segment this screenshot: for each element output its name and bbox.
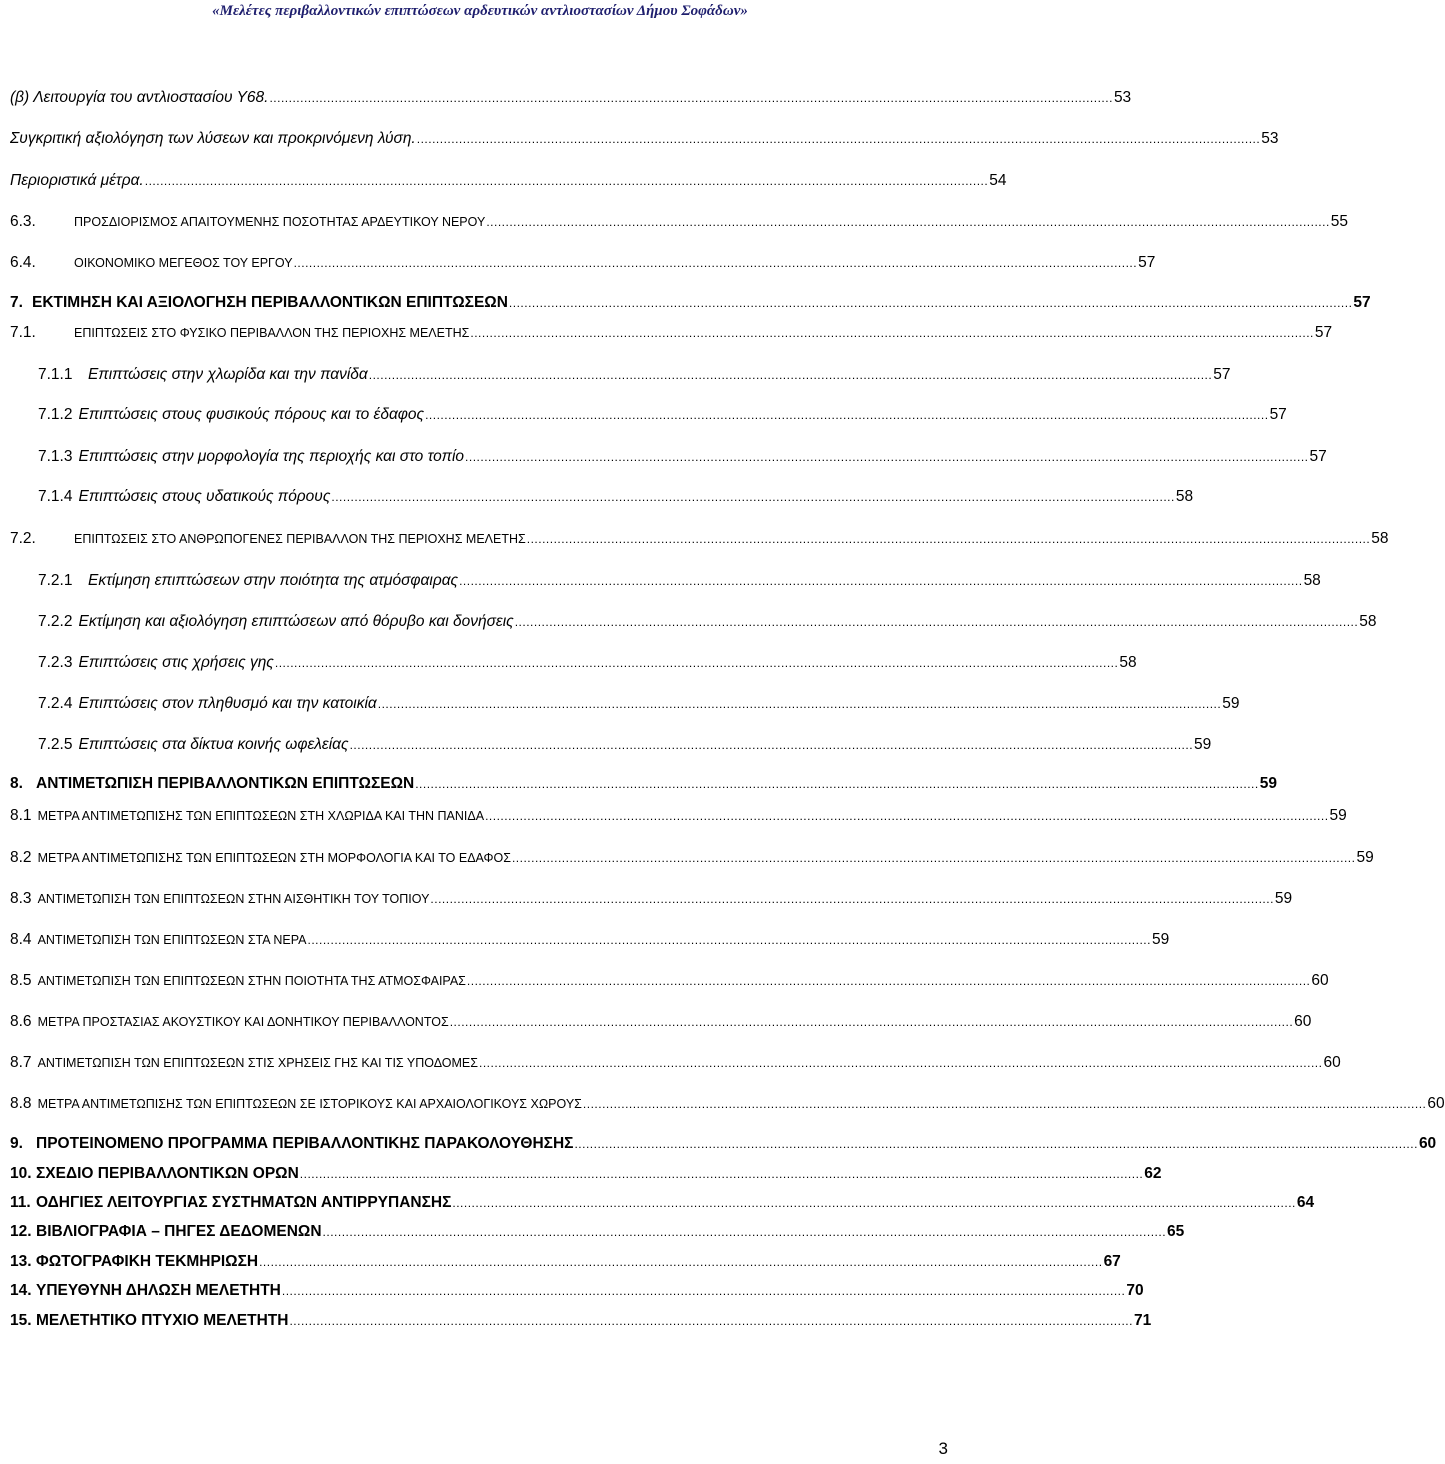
toc-entry-page: 57 [1138,254,1156,271]
toc-leader-dots: ............................................................................................................................................................................................................................ [511,851,1356,865]
toc-entry-number: 13. [10,1253,32,1270]
toc-entry-title: Επιπτώσεις στους υδατικούς πόρους [78,488,331,505]
toc-entry-number: 8.2 [10,849,32,866]
toc-entry-page: 60 [1294,1013,1312,1030]
toc-entry[interactable] [10,1192,1315,1214]
toc-entry-number: 7.1.4 [38,488,73,505]
toc-entry-number: 7.1.3 [38,448,73,465]
toc-entry-title: ΣΧΕΔΙΟ ΠΕΡΙΒΑΛΛΟΝΤΙΚΩΝ ΟΡΩΝ [36,1165,299,1182]
toc-entry-title: Επιπτώσεις στα δίκτυα κοινής ωφελείας [78,736,349,753]
toc-entry-title: ΒΙΒΛΙΟΓΡΑΦΙΑ – ΠΗΓΕΣ ΔΕΔΟΜΕΝΩΝ [36,1223,322,1240]
toc-entry-title: ΑΝΤΙΜΕΤΩΠΙΣΗ ΠΕΡΙΒΑΛΛΟΝΤΙΚΩΝ ΕΠΙΠΤΩΣΕΩΝ [36,775,415,792]
toc-entry-title: ΕΠΙΠΤΩΣΕΙΣ ΣΤΟ ΦΥΣΙΚΟ ΠΕΡΙΒΑΛΛΟΝ ΤΗΣ ΠΕΡΙΟΧΗΣ ΜΕΛΕΤΗΣ [74,326,470,340]
toc-entry-title: Εκτίμηση επιπτώσεων στην ποιότητα της ατμόσφαιρας [88,572,459,589]
toc-leader-dots: ............................................................................................................................................................................................................................ [415,777,1259,791]
toc-leader-dots: ............................................................................................................................................................................................................................ [466,974,1311,988]
toc-entry-number: 8.7 [10,1054,32,1071]
toc-entry[interactable] [38,734,1212,756]
toc-leader-dots: ............................................................................................................................................................................................................................ [514,615,1359,629]
toc-leader-dots: ............................................................................................................................................................................................................................ [416,132,1261,146]
toc-entry-number: 6.4. [10,254,36,271]
toc-entry[interactable] [10,1093,1445,1115]
toc-entry-page: 58 [1119,654,1137,671]
toc-entry[interactable] [10,128,1279,150]
toc-entry-page: 60 [1311,972,1329,989]
toc-entry-title: Επιπτώσεις στον πληθυσμό και την κατοικία [78,695,377,712]
toc-entry-page: 57 [1309,448,1327,465]
toc-entry-title: ΕΚΤΙΜΗΣΗ ΚΑΙ ΑΞΙΟΛΟΓΗΣΗ ΠΕΡΙΒΑΛΛΟΝΤΙΚΩΝ ΕΠΙΠΤΩΣΕΩΝ [32,294,508,311]
toc-entry[interactable] [10,970,1329,992]
toc-entry-number: 7.1.2 [38,406,73,423]
toc-entry-title: Εκτίμηση και αξιολόγηση επιπτώσεων από θόρυβο και δονήσεις [78,613,514,630]
toc-entry-page: 67 [1103,1253,1121,1270]
toc-entry[interactable] [38,364,1231,386]
toc-entry-page: 54 [989,172,1007,189]
toc-entry-title: Συγκριτική αξιολόγηση των λύσεων και προκρινόμενη λύση. [10,130,416,147]
toc-leader-dots: ............................................................................................................................................................................................................................ [299,1167,1144,1181]
toc-entry-title: ΜΕΤΡΑ ΑΝΤΙΜΕΤΩΠΙΣΗΣ ΤΩΝ ΕΠΙΠΤΩΣΕΩΝ ΣΕ ΙΣΤΟΡΙΚΟΥΣ ΚΑΙ ΑΡΧΑΙΟΛΟΓΙΚΟΥΣ ΧΩΡΟΥΣ [37,1097,582,1111]
toc-entry-page: 60 [1323,1054,1341,1071]
toc-leader-dots: ............................................................................................................................................................................................................................ [289,1314,1133,1328]
toc-entry[interactable] [38,486,1194,508]
toc-entry-number: 7.2.3 [38,654,73,671]
toc-entry-title: ΜΕΤΡΑ ΑΝΤΙΜΕΤΩΠΙΣΗΣ ΤΩΝ ΕΠΙΠΤΩΣΕΩΝ ΣΤΗ ΧΛΩΡΙΔΑ ΚΑΙ ΤΗΝ ΠΑΝΙΔΑ [37,809,485,823]
toc-leader-dots: ............................................................................................................................................................................................................................ [449,1015,1294,1029]
toc-leader-dots: ............................................................................................................................................................................................................................ [430,892,1274,906]
toc-leader-dots: ............................................................................................................................................................................................................................ [259,1255,1103,1269]
toc-entry[interactable] [10,1310,1152,1332]
toc-entry[interactable] [10,528,1389,550]
toc-entry-page: 57 [1353,294,1371,311]
toc-leader-dots: ............................................................................................................................................................................................................................ [269,91,1113,105]
toc-entry-title: ΜΕΤΡΑ ΑΝΤΙΜΕΤΩΠΙΣΗΣ ΤΩΝ ΕΠΙΠΤΩΣΕΩΝ ΣΤΗ ΜΟΡΦΟΛΟΓΙΑ ΚΑΙ ΤΟ ΕΔΑΦΟΣ [37,851,511,865]
toc-leader-dots: ............................................................................................................................................................................................................................ [293,256,1138,270]
toc-leader-dots: ............................................................................................................................................................................................................................ [582,1097,1427,1111]
toc-leader-dots: ............................................................................................................................................................................................................................ [452,1196,1296,1210]
toc-entry-title: Επιπτώσεις στους φυσικούς πόρους και το έδαφος [78,406,425,423]
toc-entry-title: Επιπτώσεις στις χρήσεις γης [78,654,274,671]
toc-entry-number: 7.2.2 [38,613,73,630]
toc-leader-dots: ............................................................................................................................................................................................................................ [508,296,1353,310]
toc-entry-title: ΥΠΕΥΘΥΝΗ ΔΗΛΩΣΗ ΜΕΛΕΤΗΤΗ [36,1282,281,1299]
toc-entry-number: 8.4 [10,931,32,948]
toc-entry-page: 57 [1213,366,1231,383]
toc-entry-number: 8.3 [10,890,32,907]
toc-entry-title: ΠΡΟΣΔΙΟΡΙΣΜΟΣ ΑΠΑΙΤΟΥΜΕΝΗΣ ΠΟΣΟΤΗΤΑΣ ΑΡΔΕΥΤΙΚΟΥ ΝΕΡΟΥ [74,215,486,229]
running-header: «Μελέτες περιβαλλοντικών επιπτώσεων αρδευτικών αντλιοστασίων Δήμου Σοφάδων» [212,3,748,19]
toc-entry-page: 59 [1194,736,1212,753]
toc-entry-number: 8.8 [10,1095,32,1112]
toc-entry[interactable] [38,611,1377,633]
toc-entry[interactable] [10,1133,1437,1155]
toc-entry-title: ΕΠΙΠΤΩΣΕΙΣ ΣΤΟ ΑΝΘΡΩΠΟΓΕΝΕΣ ΠΕΡΙΒΑΛΛΟΝ ΤΗΣ ΠΕΡΙΟΧΗΣ ΜΕΛΕΤΗΣ [74,532,526,546]
toc-entry[interactable] [10,1221,1185,1243]
toc-entry-number: 7. [10,294,23,311]
toc-leader-dots: ............................................................................................................................................................................................................................ [144,174,989,188]
toc-entry-number: 9. [10,1135,23,1152]
toc-entry[interactable] [38,693,1240,715]
toc-leader-dots: ............................................................................................................................................................................................................................ [485,809,1329,823]
toc-leader-dots: ............................................................................................................................................................................................................................ [281,1284,1126,1298]
toc-entry-number: 8.5 [10,972,32,989]
toc-leader-dots: ............................................................................................................................................................................................................................ [486,215,1330,229]
toc-entry-number: 7.1.1 [38,366,73,383]
toc-entry-number: 8. [10,775,23,792]
toc-leader-dots: ............................................................................................................................................................................................................................ [470,326,1314,340]
page-number: 3 [938,1439,948,1458]
toc-entry-title: ΑΝΤΙΜΕΤΩΠΙΣΗ ΤΩΝ ΕΠΙΠΤΩΣΕΩΝ ΣΤΑ ΝΕΡΑ [37,933,307,947]
toc-entry-page: 59 [1151,931,1170,948]
toc-entry-title: ΑΝΤΙΜΕΤΩΠΙΣΗ ΤΩΝ ΕΠΙΠΤΩΣΕΩΝ ΣΤΙΣ ΧΡΗΣΕΙΣ ΓΗΣ ΚΑΙ ΤΙΣ ΥΠΟΔΟΜΕΣ [37,1056,478,1070]
toc-entry[interactable] [10,211,1349,233]
toc-leader-dots: ............................................................................................................................................................................................................................ [425,408,1269,422]
toc-leader-dots: ............................................................................................................................................................................................................................ [459,574,1303,588]
toc-entry-title: ΟΔΗΓΙΕΣ ΛΕΙΤΟΥΡΓΙΑΣ ΣΥΣΤΗΜΑΤΩΝ ΑΝΤΙΡΡΥΠΑΝΣΗΣ [36,1194,452,1211]
toc-entry-number: 8.6 [10,1013,32,1030]
toc-entry-page: 58 [1303,572,1321,589]
toc-leader-dots: ............................................................................................................................................................................................................................ [574,1137,1418,1151]
toc-entry-title: ΜΕΤΡΑ ΠΡΟΣΤΑΣΙΑΣ ΑΚΟΥΣΤΙΚΟΥ ΚΑΙ ΔΟΝΗΤΙΚΟΥ ΠΕΡΙΒΑΛΛΟΝΤΟΣ [37,1015,449,1029]
toc-entry[interactable] [38,570,1321,592]
toc-entry-page: 65 [1167,1223,1185,1240]
toc-entry-page: 53 [1261,130,1279,147]
toc-leader-dots: ............................................................................................................................................................................................................................ [368,368,1213,382]
toc-entry-number: 10. [10,1165,32,1182]
toc-entry[interactable] [10,888,1293,910]
toc-entry-title: ΟΙΚΟΝΟΜΙΚΟ ΜΕΓΕΘΟΣ ΤΟΥ ΕΡΓΟΥ [74,256,293,270]
toc-entry[interactable] [10,805,1347,827]
toc-entry-page: 53 [1113,89,1132,106]
toc-leader-dots: ............................................................................................................................................................................................................................ [526,532,1371,546]
toc-entry[interactable] [10,292,1371,314]
toc-entry-page: 58 [1359,613,1377,630]
toc-leader-dots: ............................................................................................................................................................................................................................ [322,1225,1167,1239]
toc-entry-page: 59 [1222,695,1240,712]
toc-entry-page: 60 [1418,1135,1437,1152]
toc-entry-number: 6.3. [10,213,36,230]
toc-entry-number: 7.2.1 [38,572,73,589]
toc-entry[interactable] [10,1280,1144,1302]
toc-entry-title: Περιοριστικά μέτρα. [10,172,144,189]
toc-leader-dots: ............................................................................................................................................................................................................................ [349,738,1194,752]
toc-entry-page: 55 [1330,213,1349,230]
toc-leader-dots: ............................................................................................................................................................................................................................ [307,933,1151,947]
toc-entry[interactable] [10,929,1170,951]
toc-entry-page: 59 [1329,807,1347,824]
toc-entry-number: 7.2.5 [38,736,73,753]
toc-entry-number: 15. [10,1312,32,1329]
toc-entry[interactable] [10,170,1007,192]
toc-entry[interactable] [10,87,1132,109]
toc-entry-page: 71 [1133,1312,1152,1329]
toc-leader-dots: ............................................................................................................................................................................................................................ [465,450,1309,464]
toc-entry-page: 60 [1427,1095,1445,1112]
toc-entry-number: 12. [10,1223,32,1240]
toc-entry-page: 59 [1274,890,1293,907]
toc-entry[interactable] [10,252,1156,274]
toc-entry-title: Επιπτώσεις στην μορφολογία της περιοχής και στο τοπίο [78,448,465,465]
toc-entry-page: 62 [1144,1165,1162,1182]
toc-entry-title: ΑΝΤΙΜΕΤΩΠΙΣΗ ΤΩΝ ΕΠΙΠΤΩΣΕΩΝ ΣΤΗΝ ΠΟΙΟΤΗΤΑ ΤΗΣ ΑΤΜΟΣΦΑΙΡΑΣ [37,974,466,988]
toc-entry-title: ΜΕΛΕΤΗΤΙΚΟ ΠΤΥΧΙΟ ΜΕΛΕΤΗΤΗ [36,1312,289,1329]
toc-entry-number: 8.1 [10,807,32,824]
toc-entry[interactable] [38,404,1287,426]
toc-entry-title: (β) Λειτουργία του αντλιοστασίου Υ68. [10,89,269,106]
toc-leader-dots: ............................................................................................................................................................................................................................ [274,656,1119,670]
toc-entry-title: ΠΡΟΤΕΙΝΟΜΕΝΟ ΠΡΟΓΡΑΜΜΑ ΠΕΡΙΒΑΛΛΟΝΤΙΚΗΣ ΠΑΡΑΚΟΛΟΥΘΗΣΗΣ [36,1135,574,1152]
toc-entry-page: 58 [1371,530,1389,547]
toc-entry-number: 7.2.4 [38,695,73,712]
toc-entry-page: 58 [1175,488,1194,505]
toc-entry[interactable] [10,773,1277,795]
toc-entry[interactable] [10,1052,1341,1074]
toc-entry[interactable] [10,1163,1162,1185]
toc-entry-page: 57 [1269,406,1287,423]
toc-leader-dots: ............................................................................................................................................................................................................................ [377,697,1222,711]
toc-entry[interactable] [10,847,1374,869]
toc-entry[interactable] [38,446,1327,468]
toc-entry[interactable] [10,322,1333,344]
toc-entry-number: 7.2. [10,530,36,547]
toc-entry-number: 14. [10,1282,32,1299]
toc-entry-title: Επιπτώσεις στην χλωρίδα και την πανίδα [88,366,368,383]
toc-entry-number: 11. [10,1194,31,1211]
toc-entry-number: 7.1. [10,324,36,341]
toc-entry-page: 59 [1356,849,1374,866]
toc-entry-page: 59 [1259,775,1277,792]
toc-leader-dots: ............................................................................................................................................................................................................................ [331,490,1175,504]
toc-leader-dots: ............................................................................................................................................................................................................................ [479,1056,1323,1070]
toc-entry-page: 57 [1314,324,1333,341]
toc-entry[interactable] [10,1251,1121,1273]
toc-entry[interactable] [10,1011,1312,1033]
toc-entry[interactable] [38,652,1137,674]
toc-entry-page: 64 [1296,1194,1315,1211]
toc-entry-title: ΦΩΤΟΓΡΑΦΙΚΗ ΤΕΚΜΗΡΙΩΣΗ [36,1253,259,1270]
toc-entry-page: 70 [1126,1282,1144,1299]
toc-entry-title: ΑΝΤΙΜΕΤΩΠΙΣΗ ΤΩΝ ΕΠΙΠΤΩΣΕΩΝ ΣΤΗΝ ΑΙΣΘΗΤΙΚΗ ΤΟΥ ΤΟΠΙΟΥ [37,892,430,906]
